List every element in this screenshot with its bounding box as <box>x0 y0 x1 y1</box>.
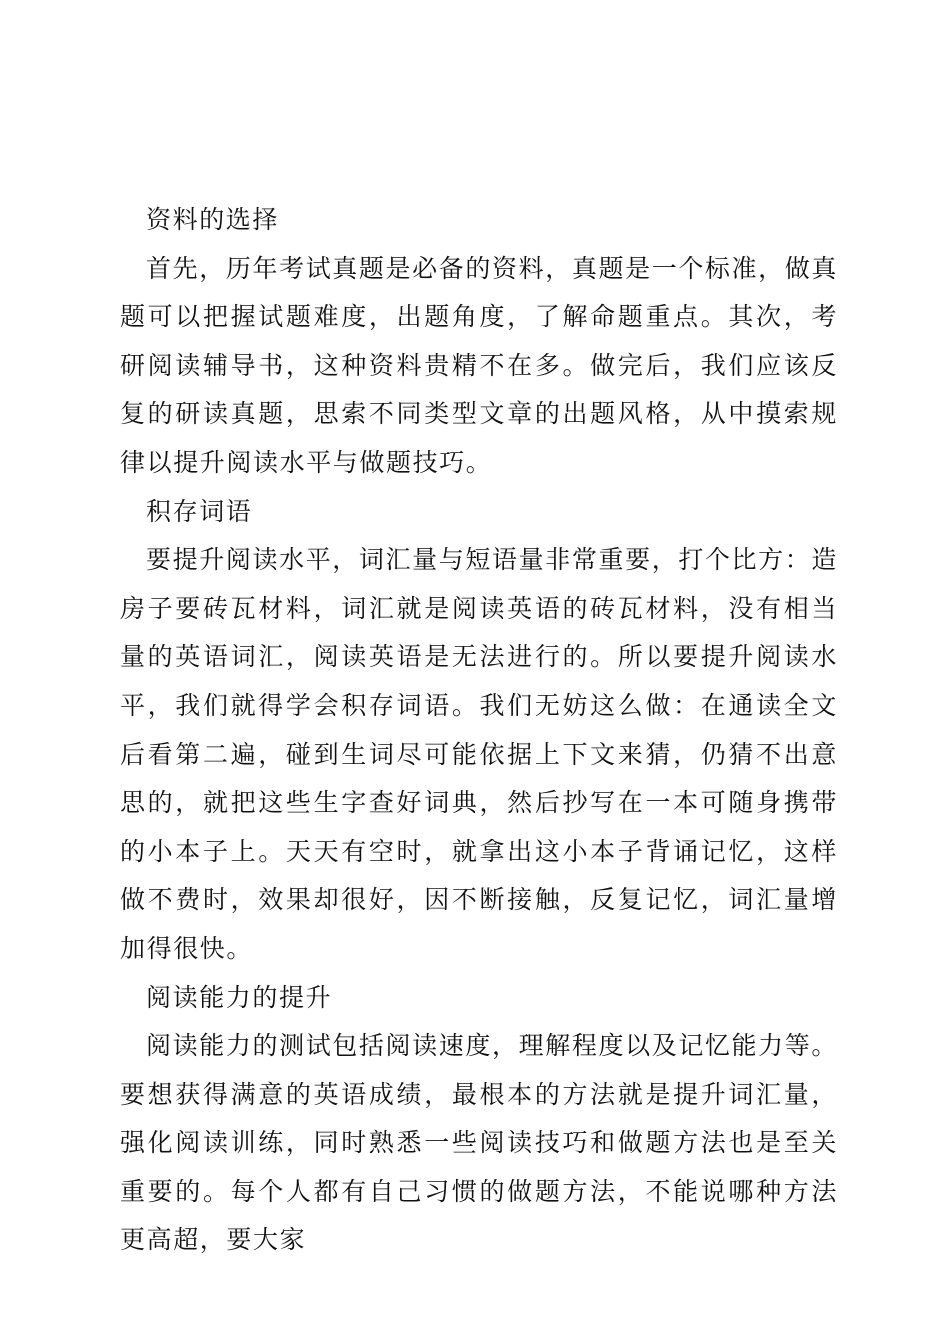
section-heading-vocabulary: 积存词语 <box>146 496 253 526</box>
section-paragraph-materials: 首先，历年考试真题是必备的资料，真题是一个标准，做真题可以把握试题难度，出题角度，了解命题重点。其次，考研阅读辅导书，这种资料贵精不在多。做完后，我们应该反复的研读真题，思索不同类型文章的出题风格，从中摸索规律以提升阅读水平与做题技巧。 <box>120 253 838 477</box>
section-paragraph-vocabulary: 要提升阅读水平，词汇量与短语量非常重要，打个比方：造房子要砖瓦材料，词汇就是阅读英语的砖瓦材料，没有相当量的英语词汇，阅读英语是无法进行的。所以要提升阅读水平，我们就得学会积存词语。我们无妨这么做：在通读全文后看第二遍，碰到生词尽可能依据上下文来猜，仍猜不出意思的，就把这些生字查好词典，然后抄写在一本可随身携带的小本子上。天天有空时，就拿出这小本子背诵记忆，这样做不费时，效果却很好，因不断接触，反复记忆，词汇量增加得很快。 <box>120 545 838 963</box>
section-heading-materials: 资料的选择 <box>146 205 280 234</box>
document-body <box>120 196 838 1265</box>
section-paragraph-reading-ability: 阅读能力的测试包括阅读速度，理解程度以及记忆能力等。要想获得满意的英语成绩，最根本的方法就是提升词汇量，强化阅读训练，同时熟悉一些阅读技巧和做题方法也是至关重要的。每个人都有自己习惯的做题方法，不能说哪种方法更高超，要大家 <box>120 1031 838 1255</box>
section-heading-reading-ability: 阅读能力的提升 <box>146 982 333 1012</box>
